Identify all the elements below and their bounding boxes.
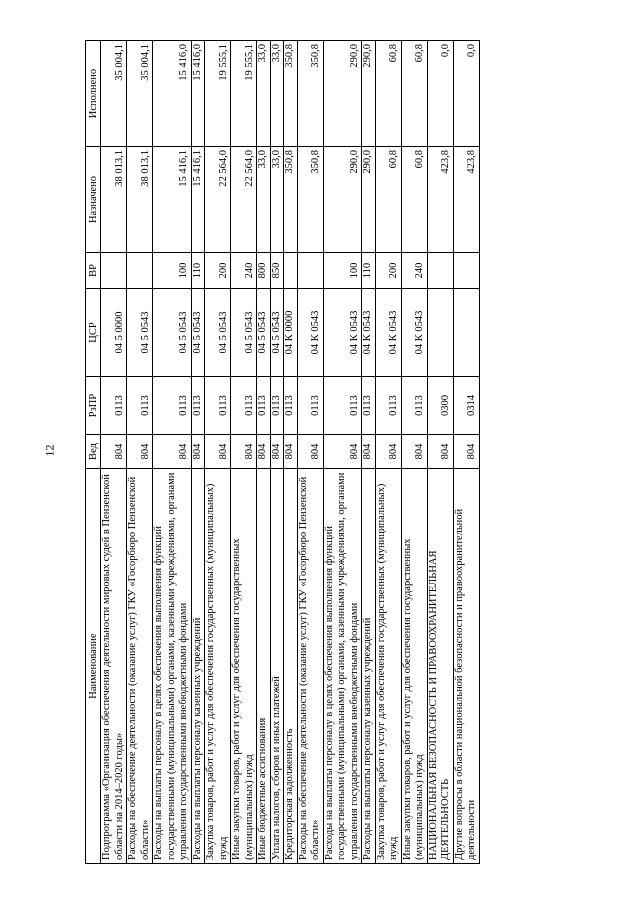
cell-ved: 804 (127, 435, 153, 469)
table-row (362, 41, 376, 864)
cell-name: Закупка товаров, работ и услуг для обеспечения государственных (муниципальных) нужд (205, 469, 231, 864)
cell-assigned: 33,0 (257, 147, 271, 253)
header-csr: ЦСР (86, 289, 101, 377)
table-body (101, 41, 480, 864)
cell-assigned: 290,0 (362, 147, 376, 253)
cell-name: Расходы на выплаты персоналу казенных учреждений (362, 469, 376, 864)
cell-ved: 804 (101, 435, 127, 469)
cell-ved: 804 (191, 435, 205, 469)
cell-rzpr: 0113 (205, 377, 231, 435)
cell-vr (427, 253, 453, 289)
cell-assigned: 423,8 (453, 147, 479, 253)
budget-table (85, 40, 480, 864)
cell-executed: 19 555,1 (231, 41, 257, 147)
cell-ved: 804 (231, 435, 257, 469)
cell-csr: 04 5 0543 (231, 289, 257, 377)
cell-name: Подпрограмма «Организация обеспечения деятельности мировых судей в Пензенской области на 2014–2020 годы» (101, 469, 127, 864)
cell-ved: 804 (323, 435, 362, 469)
cell-rzpr: 0113 (127, 377, 153, 435)
cell-executed: 15 416,0 (153, 41, 192, 147)
table-row (401, 41, 427, 864)
cell-name: Расходы на обеспечение деятельности (оказание услуг) ГКУ «Госорбюро Пензенской области» (127, 469, 153, 864)
cell-assigned: 15 416,1 (153, 147, 192, 253)
budget-table-container (85, 41, 586, 864)
table-row (297, 41, 323, 864)
cell-ved: 804 (401, 435, 427, 469)
cell-vr (297, 253, 323, 289)
header-rzpr: РзПР (86, 377, 101, 435)
cell-csr: 04 5 0543 (191, 289, 205, 377)
cell-csr: 04 К 0543 (375, 289, 401, 377)
cell-vr (101, 253, 127, 289)
cell-csr: 04 5 0543 (270, 289, 284, 377)
cell-ved: 804 (270, 435, 284, 469)
cell-csr: 04 К 0543 (297, 289, 323, 377)
cell-csr: 04 5 0543 (153, 289, 192, 377)
cell-executed: 19 555,1 (205, 41, 231, 147)
cell-rzpr: 0113 (401, 377, 427, 435)
cell-executed: 350,8 (284, 41, 298, 147)
cell-csr (427, 289, 453, 377)
cell-rzpr: 0113 (101, 377, 127, 435)
cell-executed: 290,0 (362, 41, 376, 147)
table-row (101, 41, 127, 864)
cell-executed: 35 004,1 (101, 41, 127, 147)
cell-assigned: 22 564,0 (231, 147, 257, 253)
table-header-row (86, 41, 101, 864)
cell-csr: 04 К 0543 (401, 289, 427, 377)
cell-executed: 0,0 (427, 41, 453, 147)
cell-executed: 350,8 (297, 41, 323, 147)
cell-rzpr: 0113 (270, 377, 284, 435)
cell-name: Уплата налогов, сборов и иных платежей (270, 469, 284, 864)
cell-ved: 804 (153, 435, 192, 469)
header-vr: ВР (86, 253, 101, 289)
table-row (127, 41, 153, 864)
cell-assigned: 38 013,1 (127, 147, 153, 253)
cell-assigned: 350,8 (284, 147, 298, 253)
cell-rzpr: 0113 (323, 377, 362, 435)
page-number: 12 (42, 444, 57, 457)
cell-executed: 60,8 (401, 41, 427, 147)
cell-name: Кредиторская задолженность (284, 469, 298, 864)
cell-name: Закупка товаров, работ и услуг для обеспечения государственных (муниципальных) нужд (375, 469, 401, 864)
cell-assigned: 290,0 (323, 147, 362, 253)
cell-name: Расходы на выплаты персоналу в целях обеспечения выполнения функций государственными (муниципальными) органами, казенными учреждениями, органами управления государственными внебюджетными фондами (153, 469, 192, 864)
cell-csr: 04 5 0543 (257, 289, 271, 377)
cell-vr: 110 (362, 253, 376, 289)
cell-csr: 04 К 0543 (362, 289, 376, 377)
table-row (153, 41, 192, 864)
cell-executed: 290,0 (323, 41, 362, 147)
cell-vr: 240 (401, 253, 427, 289)
cell-assigned: 423,8 (427, 147, 453, 253)
table-row (205, 41, 231, 864)
cell-executed: 60,8 (375, 41, 401, 147)
cell-rzpr: 0113 (375, 377, 401, 435)
cell-vr: 240 (231, 253, 257, 289)
cell-assigned: 60,8 (401, 147, 427, 253)
table-row (257, 41, 271, 864)
cell-assigned: 60,8 (375, 147, 401, 253)
header-ved: Вед (86, 435, 101, 469)
header-name: Наименование (86, 469, 101, 864)
cell-ved: 804 (257, 435, 271, 469)
cell-ved: 804 (297, 435, 323, 469)
cell-name: Иные закупки товаров, работ и услуг для обеспечения государственных (муниципальных) нужд (231, 469, 257, 864)
cell-rzpr: 0113 (153, 377, 192, 435)
cell-name: Другие вопросы в области национальной безопасности и правоохранительной деятельности (453, 469, 479, 864)
table-row (284, 41, 298, 864)
cell-ved: 804 (205, 435, 231, 469)
cell-vr: 110 (191, 253, 205, 289)
cell-rzpr: 0113 (191, 377, 205, 435)
cell-ved: 804 (284, 435, 298, 469)
cell-executed: 35 004,1 (127, 41, 153, 147)
cell-csr: 04 5 0543 (127, 289, 153, 377)
cell-vr: 200 (375, 253, 401, 289)
header-executed: Исполнено (86, 41, 101, 147)
cell-executed: 33,0 (257, 41, 271, 147)
cell-name: Иные бюджетные ассигнования (257, 469, 271, 864)
cell-vr: 100 (153, 253, 192, 289)
cell-rzpr: 0113 (297, 377, 323, 435)
cell-name: НАЦИОНАЛЬНАЯ БЕЗОПАСНОСТЬ И ПРАВООХРАНИТЕЛЬНАЯ ДЕЯТЕЛЬНОСТЬ (427, 469, 453, 864)
cell-assigned: 350,8 (297, 147, 323, 253)
table-row (323, 41, 362, 864)
cell-vr: 200 (205, 253, 231, 289)
cell-ved: 804 (453, 435, 479, 469)
cell-vr (127, 253, 153, 289)
cell-name: Расходы на выплаты персоналу казенных учреждений (191, 469, 205, 864)
cell-ved: 804 (375, 435, 401, 469)
cell-assigned: 33,0 (270, 147, 284, 253)
table-row (191, 41, 205, 864)
cell-csr: 04 К 0000 (284, 289, 298, 377)
table-row (375, 41, 401, 864)
cell-rzpr: 0113 (362, 377, 376, 435)
cell-name: Расходы на выплаты персоналу в целях обеспечения выполнения функций государственными (муниципальными) органами, казенными учреждениями, органами управления государственными внебюджетными фондами (323, 469, 362, 864)
cell-rzpr: 0113 (284, 377, 298, 435)
cell-assigned: 15 416,1 (191, 147, 205, 253)
cell-vr: 850 (270, 253, 284, 289)
cell-rzpr: 0300 (427, 377, 453, 435)
table-row (427, 41, 453, 864)
cell-assigned: 22 564,0 (205, 147, 231, 253)
cell-ved: 804 (427, 435, 453, 469)
cell-executed: 15 416,0 (191, 41, 205, 147)
cell-name: Расходы на обеспечение деятельности (оказание услуг) ГКУ «Госорбюро Пензенской области» (297, 469, 323, 864)
cell-vr (453, 253, 479, 289)
cell-vr: 100 (323, 253, 362, 289)
cell-csr: 04 5 0000 (101, 289, 127, 377)
table-row (270, 41, 284, 864)
cell-rzpr: 0113 (231, 377, 257, 435)
cell-rzpr: 0113 (257, 377, 271, 435)
cell-rzpr: 0314 (453, 377, 479, 435)
cell-csr (453, 289, 479, 377)
cell-ved: 804 (362, 435, 376, 469)
cell-name: Иные закупки товаров, работ и услуг для обеспечения государственных (муниципальных) нужд (401, 469, 427, 864)
header-assigned: Назначено (86, 147, 101, 253)
cell-vr (284, 253, 298, 289)
cell-executed: 0,0 (453, 41, 479, 147)
cell-vr: 800 (257, 253, 271, 289)
cell-executed: 33,0 (270, 41, 284, 147)
table-row (453, 41, 479, 864)
cell-assigned: 38 013,1 (101, 147, 127, 253)
table-row (231, 41, 257, 864)
cell-csr: 04 К 0543 (323, 289, 362, 377)
cell-csr: 04 5 0543 (205, 289, 231, 377)
